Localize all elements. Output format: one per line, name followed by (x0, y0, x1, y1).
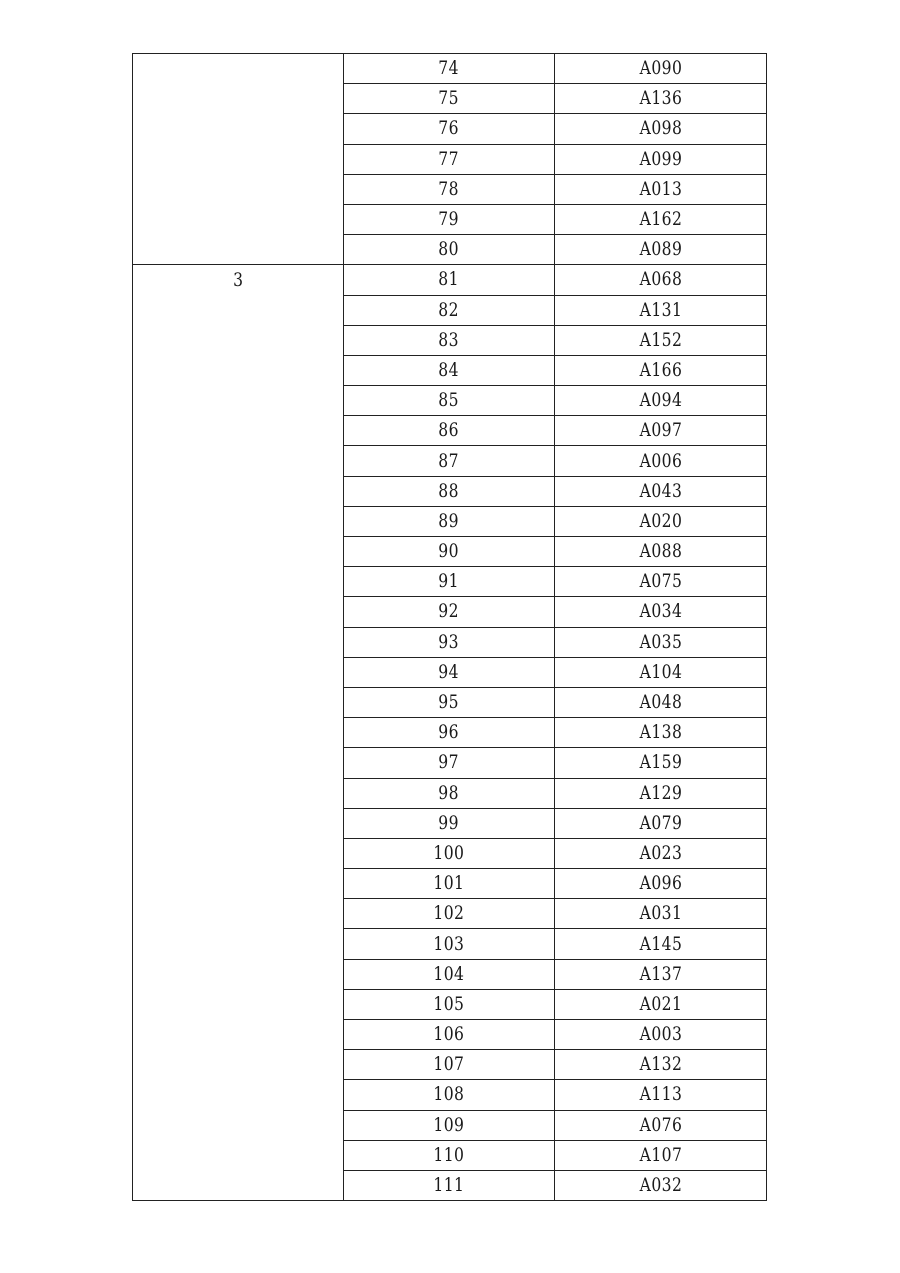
sequence-number: 78 (438, 177, 460, 200)
sequence-number: 102 (433, 902, 465, 925)
sequence-number: 104 (433, 962, 465, 985)
sequence-number: 96 (438, 721, 460, 744)
sequence-cell (344, 84, 555, 114)
code-value: A076 (639, 1113, 682, 1136)
code-value: A096 (639, 872, 682, 895)
code-cell (555, 778, 767, 808)
code-value: A034 (639, 600, 682, 623)
code-cell (555, 748, 767, 778)
code-cell (555, 687, 767, 717)
code-value: A152 (639, 328, 682, 351)
sequence-number: 100 (433, 841, 465, 864)
code-value: A162 (639, 208, 682, 231)
sequence-cell (344, 386, 555, 416)
code-cell (555, 718, 767, 748)
code-cell (555, 899, 767, 929)
code-value: A097 (639, 419, 682, 442)
code-value: A090 (639, 57, 682, 80)
code-value: A129 (639, 781, 682, 804)
code-value: A104 (639, 660, 682, 683)
code-cell (555, 959, 767, 989)
sequence-number: 81 (438, 268, 460, 291)
code-value: A145 (639, 932, 682, 955)
code-cell (555, 838, 767, 868)
code-cell (555, 265, 767, 295)
code-cell (555, 446, 767, 476)
code-value: A138 (639, 721, 682, 744)
sequence-cell (344, 627, 555, 657)
code-value: A020 (639, 509, 682, 532)
code-value: A023 (639, 841, 682, 864)
sequence-cell (344, 1110, 555, 1140)
sequence-cell (344, 295, 555, 325)
sequence-cell (344, 718, 555, 748)
code-cell (555, 1110, 767, 1140)
sequence-number: 110 (433, 1143, 465, 1166)
sequence-cell (344, 929, 555, 959)
sequence-number: 83 (438, 328, 460, 351)
code-cell (555, 235, 767, 265)
sequence-cell (344, 1170, 555, 1200)
sequence-number: 90 (438, 540, 460, 563)
code-cell (555, 1020, 767, 1050)
code-cell (555, 1170, 767, 1200)
group-label: 3 (232, 269, 244, 292)
sequence-cell (344, 657, 555, 687)
sequence-number: 84 (438, 358, 460, 381)
code-cell (555, 416, 767, 446)
sequence-cell (344, 476, 555, 506)
sequence-number: 107 (433, 1053, 465, 1076)
sequence-number: 80 (438, 238, 460, 261)
code-value: A113 (639, 1083, 682, 1106)
sequence-cell (344, 1020, 555, 1050)
sequence-number: 92 (438, 600, 460, 623)
code-value: A137 (639, 962, 682, 985)
sequence-cell (344, 899, 555, 929)
code-cell (555, 567, 767, 597)
code-cell (555, 476, 767, 506)
code-cell (555, 54, 767, 84)
sequence-cell (344, 537, 555, 567)
code-value: A132 (639, 1053, 682, 1076)
sequence-number: 88 (438, 479, 460, 502)
sequence-number: 75 (438, 87, 460, 110)
code-cell (555, 84, 767, 114)
code-value: A079 (639, 811, 682, 834)
code-cell (555, 1140, 767, 1170)
sequence-number: 87 (438, 449, 460, 472)
table-body (133, 54, 767, 1201)
code-cell (555, 386, 767, 416)
code-value: A136 (639, 87, 682, 110)
code-value: A099 (639, 147, 682, 170)
sequence-cell (344, 959, 555, 989)
sequence-cell (344, 235, 555, 265)
code-cell (555, 325, 767, 355)
code-value: A032 (639, 1174, 682, 1197)
code-value: A094 (639, 389, 682, 412)
code-cell (555, 989, 767, 1019)
code-cell (555, 537, 767, 567)
sequence-cell (344, 597, 555, 627)
code-value: A075 (639, 570, 682, 593)
code-value: A166 (639, 358, 682, 381)
code-value: A003 (639, 1023, 682, 1046)
code-cell (555, 808, 767, 838)
code-value: A048 (639, 691, 682, 714)
sequence-number: 93 (438, 630, 460, 653)
sequence-cell (344, 174, 555, 204)
code-cell (555, 597, 767, 627)
code-cell (555, 295, 767, 325)
sequence-cell (344, 114, 555, 144)
sequence-number: 108 (433, 1083, 465, 1106)
sequence-cell (344, 838, 555, 868)
sequence-number: 85 (438, 389, 460, 412)
sequence-cell (344, 869, 555, 899)
sequence-number: 74 (438, 57, 460, 80)
sequence-number: 105 (433, 992, 465, 1015)
group-cell (133, 54, 344, 265)
sequence-number: 97 (438, 751, 460, 774)
code-value: A159 (639, 751, 682, 774)
sequence-number: 109 (433, 1113, 465, 1136)
sequence-number: 94 (438, 660, 460, 683)
sequence-number: 106 (433, 1023, 465, 1046)
group-cell (133, 265, 344, 1201)
assignment-table (132, 53, 767, 1201)
code-value: A068 (639, 268, 682, 291)
table-row (133, 265, 767, 295)
sequence-cell (344, 1140, 555, 1170)
code-cell (555, 506, 767, 536)
sequence-number: 89 (438, 509, 460, 532)
sequence-cell (344, 567, 555, 597)
sequence-cell (344, 144, 555, 174)
sequence-cell (344, 1050, 555, 1080)
sequence-cell (344, 506, 555, 536)
sequence-cell (344, 778, 555, 808)
sequence-number: 91 (438, 570, 460, 593)
code-value: A035 (639, 630, 682, 653)
sequence-cell (344, 416, 555, 446)
sequence-cell (344, 325, 555, 355)
code-cell (555, 627, 767, 657)
code-cell (555, 204, 767, 234)
code-value: A013 (639, 177, 682, 200)
sequence-cell (344, 355, 555, 385)
sequence-number: 79 (438, 208, 460, 231)
code-value: A031 (639, 902, 682, 925)
sequence-number: 86 (438, 419, 460, 442)
code-cell (555, 1050, 767, 1080)
sequence-cell (344, 989, 555, 1019)
sequence-number: 99 (438, 811, 460, 834)
sequence-cell (344, 204, 555, 234)
code-cell (555, 174, 767, 204)
sequence-cell (344, 265, 555, 295)
code-value: A107 (639, 1143, 682, 1166)
code-cell (555, 355, 767, 385)
code-value: A021 (639, 992, 682, 1015)
sequence-number: 111 (433, 1174, 465, 1197)
sequence-cell (344, 748, 555, 778)
sequence-number: 101 (433, 872, 465, 895)
code-value: A088 (639, 540, 682, 563)
sequence-cell (344, 54, 555, 84)
sequence-cell (344, 446, 555, 476)
code-cell (555, 144, 767, 174)
code-cell (555, 114, 767, 144)
sequence-number: 76 (438, 117, 460, 140)
table-row (133, 54, 767, 84)
sequence-number: 82 (438, 298, 460, 321)
code-cell (555, 929, 767, 959)
sequence-cell (344, 687, 555, 717)
sequence-number: 103 (433, 932, 465, 955)
code-value: A131 (639, 298, 682, 321)
code-value: A006 (639, 449, 682, 472)
code-value: A043 (639, 479, 682, 502)
code-cell (555, 1080, 767, 1110)
sequence-number: 77 (438, 147, 460, 170)
sequence-number: 98 (438, 781, 460, 804)
sequence-cell (344, 1080, 555, 1110)
code-cell (555, 869, 767, 899)
code-value: A089 (639, 238, 682, 261)
code-value: A098 (639, 117, 682, 140)
sequence-number: 95 (438, 691, 460, 714)
code-cell (555, 657, 767, 687)
sequence-cell (344, 808, 555, 838)
